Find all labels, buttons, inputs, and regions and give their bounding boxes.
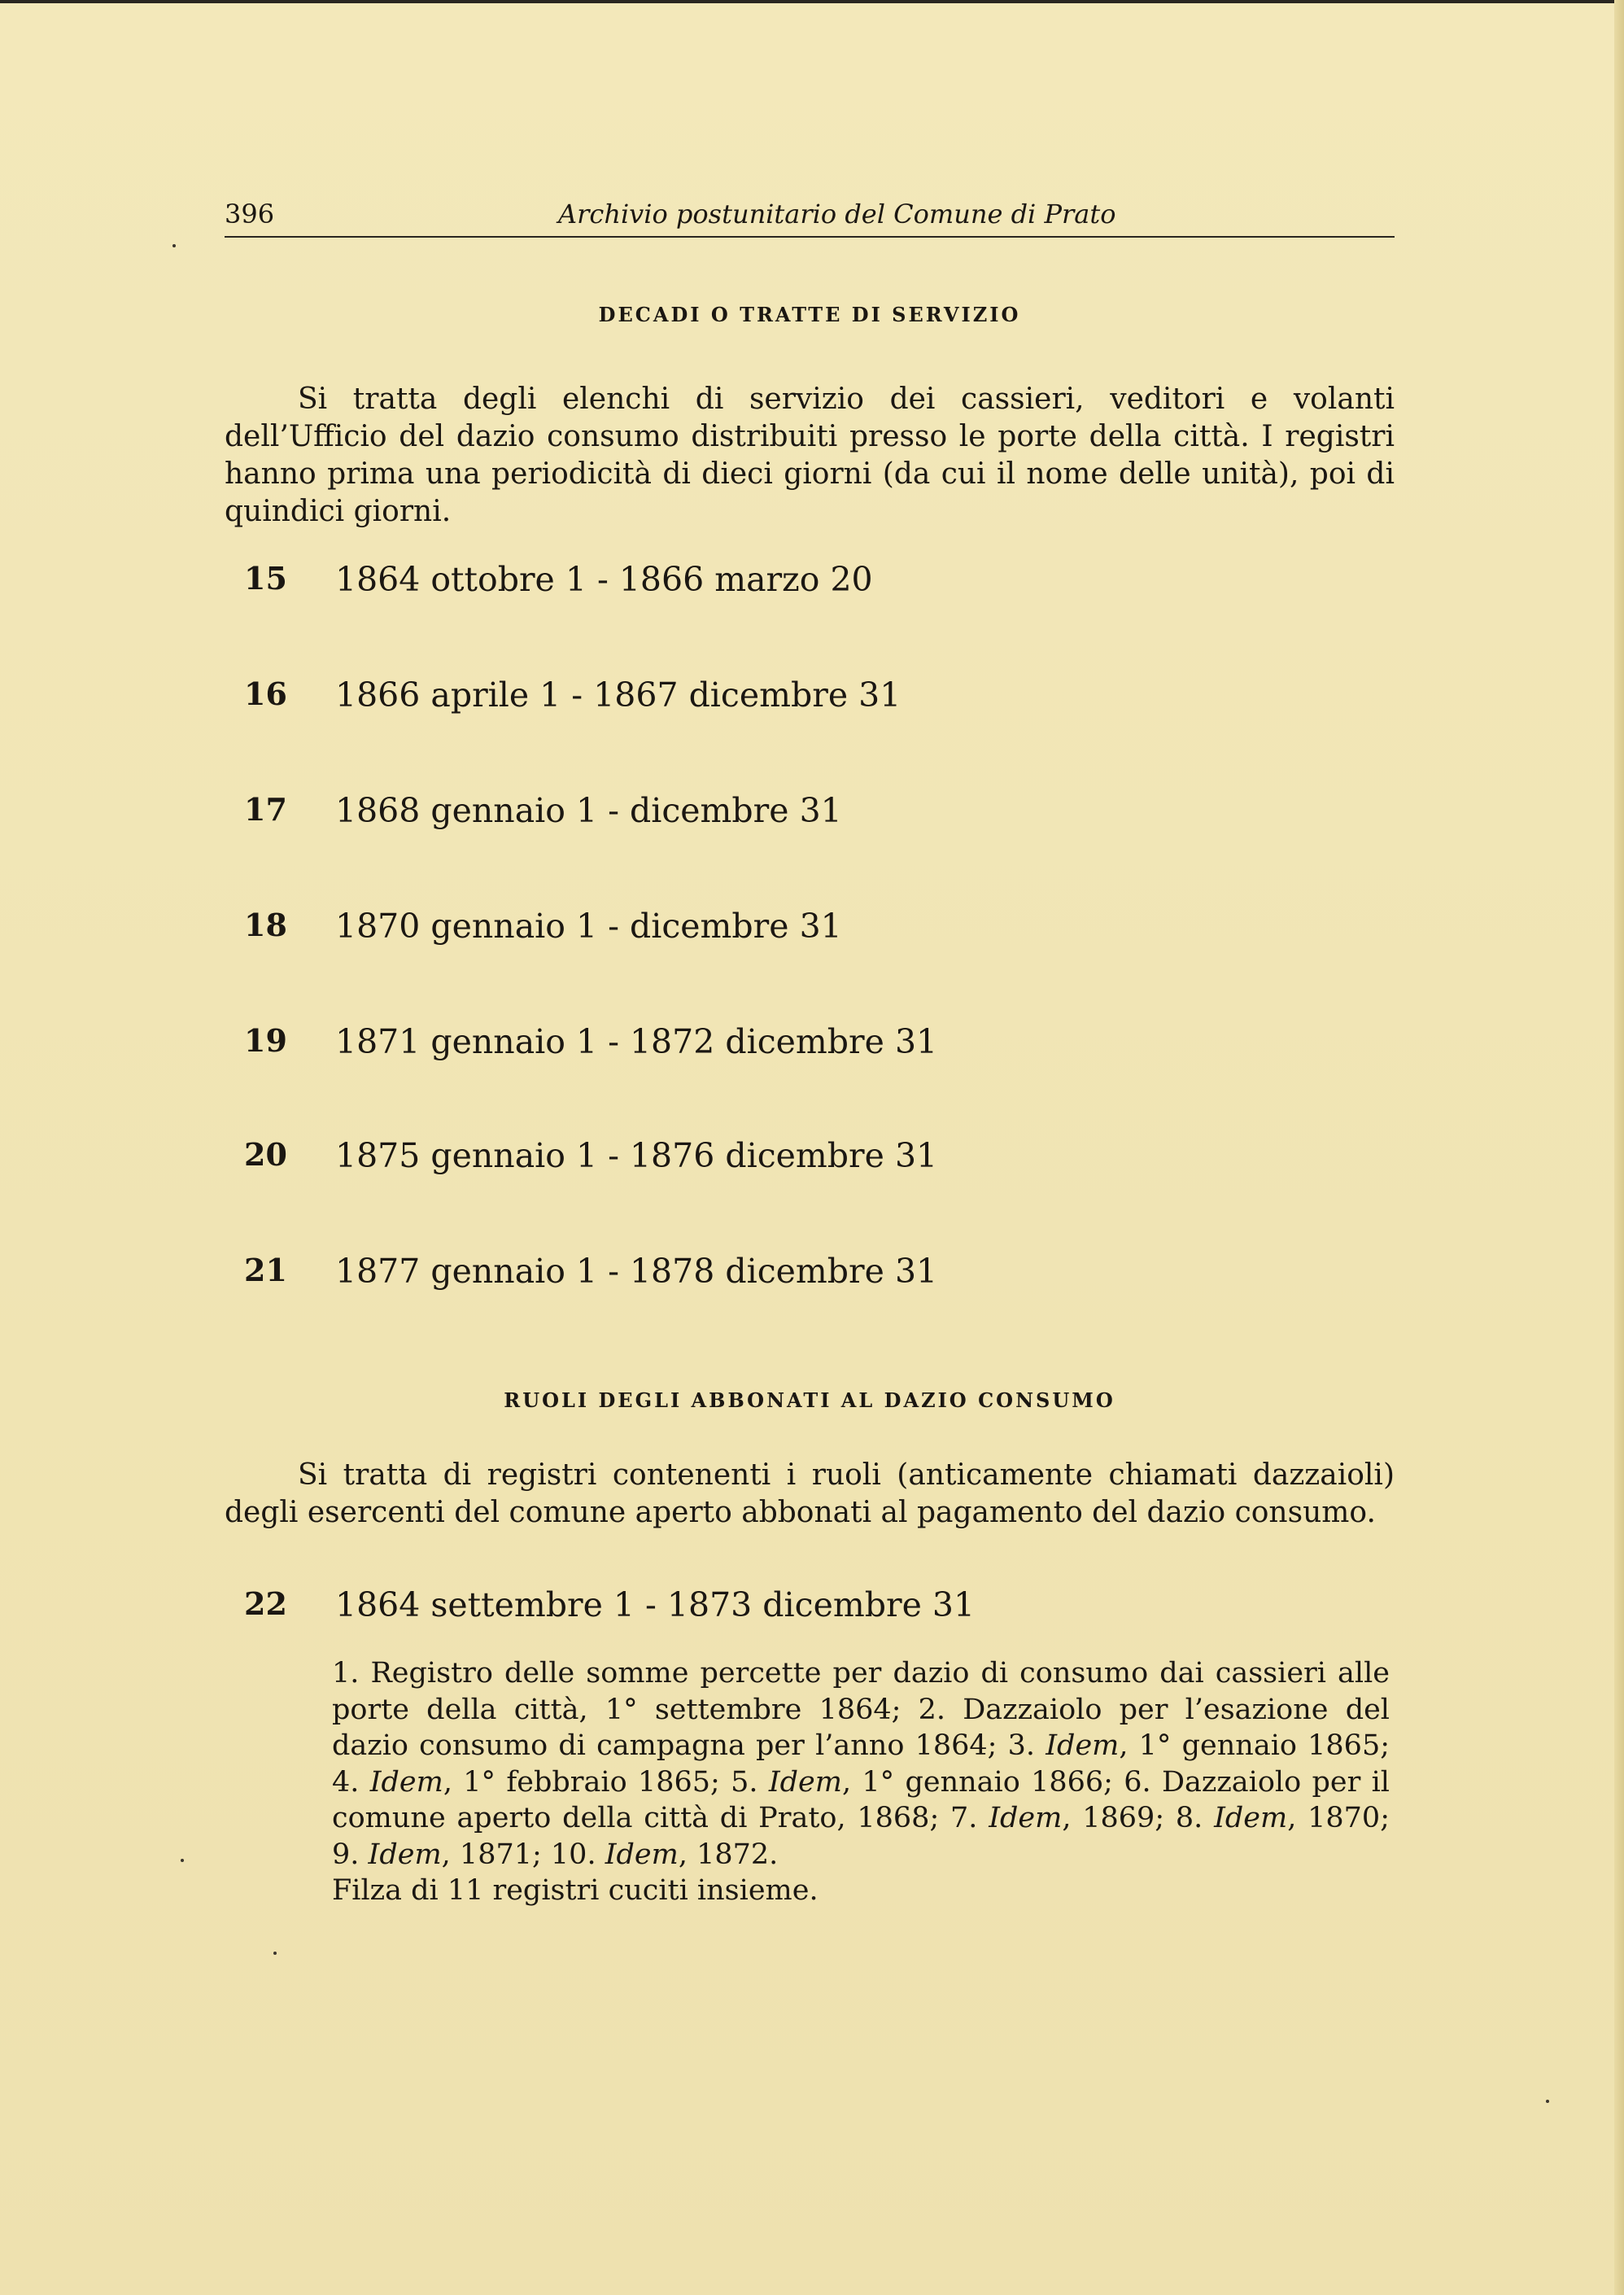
- entry-dates: 1864 ottobre 1 - 1866 marzo 20: [335, 560, 873, 599]
- scan-top-edge: [0, 0, 1624, 3]
- entry-dates: 1870 gennaio 1 - dicembre 31: [335, 907, 842, 946]
- section-heading-ruoli: RUOLI DEGLI ABBONATI AL DAZIO CONSUMO: [504, 1388, 1115, 1412]
- entry-number: 18: [244, 907, 287, 943]
- entry-dates: 1875 gennaio 1 - 1876 dicembre 31: [335, 1136, 938, 1175]
- entry-number: 17: [244, 791, 287, 828]
- header-rule: [225, 236, 1395, 238]
- entry-number: 20: [244, 1136, 287, 1173]
- intro-paragraph: Si tratta di registri contenenti i ruoli (anticamente chiamati dazzaioli) degli esercenti del comune aperto abbonati al pagamento del dazio consumo.: [225, 1458, 1395, 1529]
- running-head: [225, 192, 1395, 238]
- intro-paragraph: Si tratta degli elenchi di servizio dei cassieri, veditori e volanti dell’Ufficio del dazio consumo distribuiti presso le porte della città. I registri hanno prima una periodicità di dieci giorni (da cui il nome delle unità), poi di quindici giorni.: [225, 382, 1395, 528]
- page-number: 396: [225, 199, 275, 230]
- section-heading-decadi: DECADI O TRATTE DI SERVIZIO: [598, 303, 1021, 326]
- entry-contents: [332, 1655, 1390, 1909]
- scan-speck: [181, 1859, 184, 1862]
- scan-speck: [172, 244, 176, 247]
- entry-number: 19: [244, 1022, 287, 1059]
- entry-dates: 1871 gennaio 1 - 1872 dicembre 31: [335, 1022, 938, 1061]
- entry-dates: 1877 gennaio 1 - 1878 dicembre 31: [335, 1252, 938, 1291]
- section-intro-ruoli: [225, 1457, 1395, 1532]
- entry-number: 16: [244, 675, 287, 712]
- entry-number: 21: [244, 1252, 287, 1288]
- entry-number: 22: [244, 1585, 287, 1622]
- scan-speck: [1546, 2100, 1549, 2103]
- entry-contents-text: 1. Registro delle somme percette per dazio di consumo dai cassieri alle porte della città, 1° settembre 1864; 2. Dazzaiolo per l’esazione del dazio consumo di campagna per l’anno 1864; 3. Idem, 1° gennaio 1865; 4. Idem, 1° febbraio 1865; 5. Idem, 1° gennaio 1866; 6. Dazzaiolo per il comune aperto della città di Prato, 1868; 7. Idem, 1869; 8. Idem, 1870; 9. Idem, 1871; 10. Idem, 1872.: [332, 1657, 1390, 1871]
- entry-dates: 1866 aprile 1 - 1867 dicembre 31: [335, 675, 901, 715]
- entry-number: 15: [244, 560, 287, 597]
- section-intro-decadi: [225, 381, 1395, 531]
- running-title: Archivio postunitario del Comune di Prato: [558, 199, 1116, 230]
- entry-dates: 1868 gennaio 1 - dicembre 31: [335, 791, 842, 830]
- scan-right-edge: [1614, 0, 1624, 2295]
- scan-speck: [273, 1952, 277, 1955]
- entry-physical-description: Filza di 11 registri cuciti insieme.: [332, 1874, 819, 1907]
- entry-dates: 1864 settembre 1 - 1873 dicembre 31: [335, 1585, 976, 1624]
